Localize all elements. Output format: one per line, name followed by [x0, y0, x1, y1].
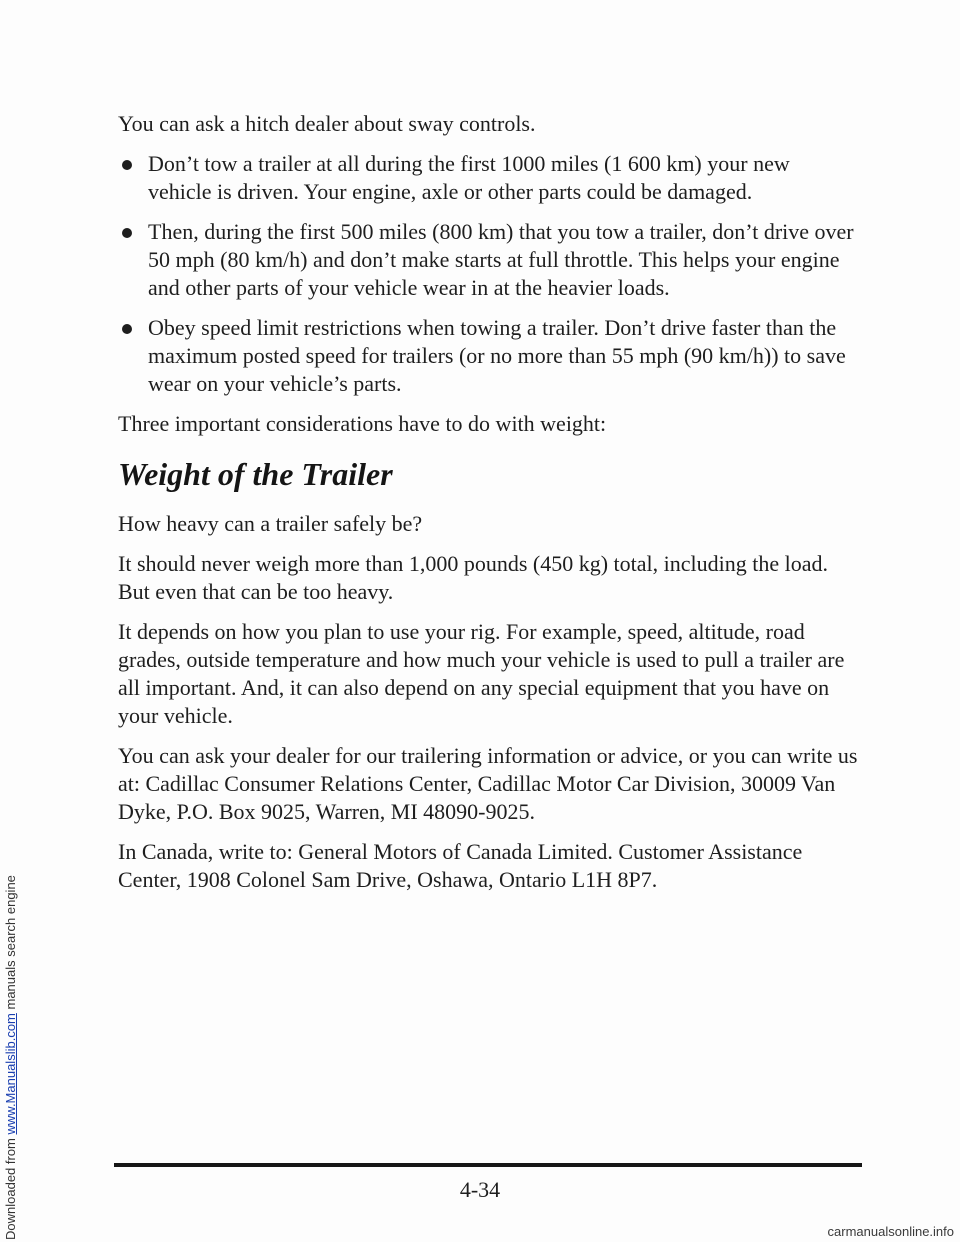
body-paragraph: How heavy can a trailer safely be?: [118, 511, 423, 536]
bullet-text: Then, during the first 500 miles (800 km) that you tow a trailer, don’t drive over 50 mph (80 km/h) and don’t make starts at full throttle. This helps your engine and other parts of your vehicle wear in at the heavier loads.: [148, 219, 854, 300]
towing-tips-list: [118, 150, 858, 398]
manualslib-link[interactable]: www.Manualslib.com: [3, 1013, 18, 1135]
body-paragraph: It depends on how you plan to use your rig. For example, speed, altitude, road grades, outside temperature and how much your vehicle is used to pull a trailer are all important. And, it can also depend on any special equipment that you have on your vehicle.: [118, 619, 845, 728]
page-number: 4-34: [459, 1177, 501, 1202]
watermark-suffix: manuals search engine: [3, 875, 18, 1014]
site-watermark: carmanualsonline.info: [827, 1224, 954, 1239]
bullet-icon: [122, 324, 132, 334]
list-item: [118, 314, 858, 398]
bullet-icon: [122, 160, 132, 170]
weight-intro-paragraph: Three important considerations have to do with weight:: [118, 411, 607, 436]
bullet-text: Don’t tow a trailer at all during the first 1000 miles (1 600 km) your new vehicle is driven. Your engine, axle or other parts could be damaged.: [148, 151, 790, 204]
body-paragraph: In Canada, write to: General Motors of Canada Limited. Customer Assistance Center, 1908 Colonel Sam Drive, Oshawa, Ontario L1H 8P7.: [118, 839, 803, 892]
list-item: [118, 150, 858, 206]
footer-divider: [114, 1163, 862, 1167]
section-heading: Weight of the Trailer: [118, 456, 393, 492]
watermark-prefix: Downloaded from: [3, 1134, 18, 1240]
page-content: [118, 110, 858, 906]
bullet-text: Obey speed limit restrictions when towing a trailer. Don’t drive faster than the maximum posted speed for trailers (or no more than 55 mph (90 km/h)) to save wear on your vehicle’s parts.: [148, 315, 846, 396]
intro-paragraph: You can ask a hitch dealer about sway controls.: [118, 111, 536, 136]
bullet-icon: [122, 228, 132, 238]
body-paragraph: It should never weigh more than 1,000 pounds (450 kg) total, including the load. But even that can be too heavy.: [118, 551, 828, 604]
list-item: [118, 218, 858, 302]
body-paragraph: You can ask your dealer for our trailering information or advice, or you can write us at: Cadillac Consumer Relations Center, Cadillac Motor Car Division, 30009 Van Dyke, P.O. Box 9025, Warren, MI 48090-9025.: [118, 743, 858, 824]
download-watermark: [3, 4, 19, 1240]
